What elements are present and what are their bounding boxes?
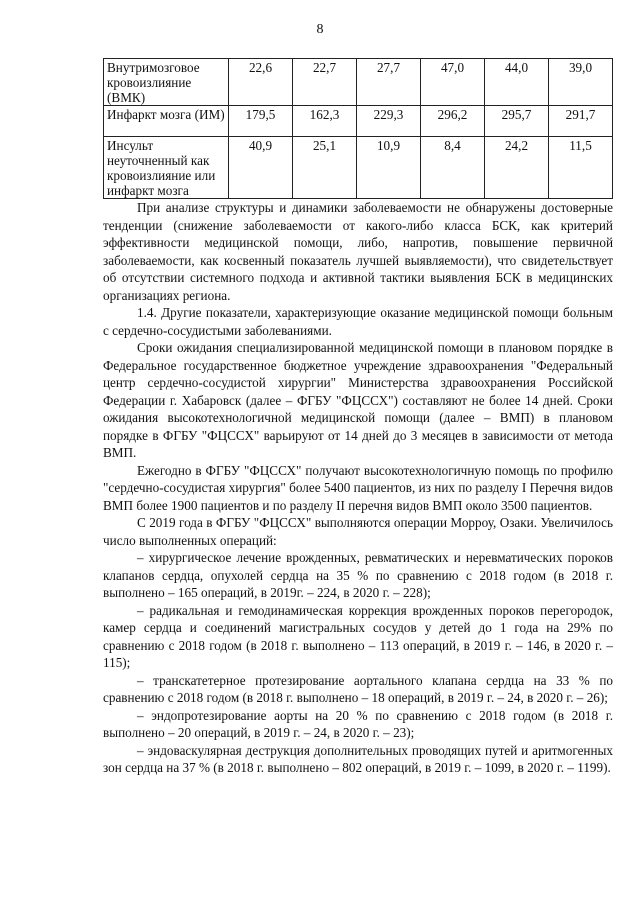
list-item: – хирургическое лечение врожденных, ревматических и неревматических пороков клапанов сердца, опухолей сердца на 35 % по сравнению с 2018 годом (в 2018 г. выполнено – 165 операций, в 2019г. – 224, в 2020 г. – 228); (103, 550, 613, 600)
paragraph: Сроки ожидания специализированной медицинской помощи в плановом порядке в Федеральное государственное бюджетное учреждение здравоохранения "Федеральный центр сердечно-сосудистой хирургии" Министерства здравоохранения Российской Федерации г. Хабаровск (далее – ФГБУ "ФЦССХ") составляют не более 14 дней. Сроки ожидания высокотехнологичной медицинской помощи (далее – ВМП) в плановом порядке в ФГБУ "ФЦССХ" варьируют от 14 дней до 3 месяцев в зависимости от метода ВМП. (103, 340, 613, 460)
body-text (103, 199, 613, 777)
table-cell: 39,0 (549, 59, 613, 106)
table-row (104, 106, 613, 137)
table-cell: 40,9 (229, 137, 293, 199)
row-label: Инфаркт мозга (ИМ) (104, 106, 229, 137)
list-item: – радикальная и гемодинамическая коррекция врожденных пороков перегородок, камер сердца и соединений магистральных сосудов у детей до 1 года на 29% по сравнению с 2018 годом (в 2018 г. выполнено – 113 операций, в 2019 г. – 146, в 2020 г. – 115); (103, 602, 613, 670)
table-cell: 8,4 (421, 137, 485, 199)
paragraph: С 2019 года в ФГБУ "ФЦССХ" выполняются операции Морроу, Озаки. Увеличилось число выполненных операций: (103, 515, 613, 548)
table-cell: 25,1 (293, 137, 357, 199)
list-item: – эндопротезирование аорты на 20 % по сравнению с 2018 годом (в 2018 г. выполнено – 20 операций, в 2019 г. – 24, в 2020 г. – 23); (103, 707, 613, 740)
table-cell: 22,7 (293, 59, 357, 106)
table-cell: 44,0 (485, 59, 549, 106)
list-item: – эндоваскулярная деструкция дополнительных проводящих путей и аритмогенных зон сердца на 37 % (в 2018 г. выполнено – 802 операций, в 2019 г. – 1099, в 2020 г. – 1199). (103, 742, 613, 775)
table-cell: 27,7 (357, 59, 421, 106)
table-row (104, 59, 613, 106)
table-row (104, 137, 613, 199)
table-cell: 295,7 (485, 106, 549, 137)
list-item: – транскатетерное протезирование аортального клапана сердца на 33 % по сравнению с 2018 годом (в 2018 г. выполнено – 18 операций, в 2019 г. – 24, в 2020 г. – 26); (103, 672, 613, 705)
table-cell: 10,9 (357, 137, 421, 199)
table-cell: 179,5 (229, 106, 293, 137)
table-cell: 47,0 (421, 59, 485, 106)
table-cell: 162,3 (293, 106, 357, 137)
row-label: Внутримозговое кровоизлияние (ВМК) (104, 59, 229, 106)
incidence-table (103, 58, 613, 199)
table-cell: 11,5 (549, 137, 613, 199)
table-cell: 296,2 (421, 106, 485, 137)
table-cell: 24,2 (485, 137, 549, 199)
table-cell: 291,7 (549, 106, 613, 137)
table-cell: 22,6 (229, 59, 293, 106)
section-heading: 1.4. Другие показатели, характеризующие оказание медицинской помощи больным с сердечно-сосудистыми заболеваниями. (103, 305, 613, 338)
row-label: Инсульт неуточненный как кровоизлияние или инфаркт мозга (104, 137, 229, 199)
page-number: 8 (316, 22, 324, 37)
table-cell: 229,3 (357, 106, 421, 137)
paragraph: При анализе структуры и динамики заболеваемости не обнаружены достоверные тенденции (снижение заболеваемости от какого-либо класса БСК, как критерий эффективности медицинской помощи, либо, напротив, повышение первичной заболеваемости, как косвенный показатель лучшей выявляемости), что свидетельствует об отсутствии системного подхода и активной тактики выявления БСК в медицинских организациях региона. (103, 200, 613, 303)
paragraph: Ежегодно в ФГБУ "ФЦССХ" получают высокотехнологичную помощь по профилю "сердечно-сосудистая хирургия" более 5400 пациентов, из них по разделу I Перечня видов ВМП более 1900 пациентов и по разделу II перечня видов ВМП около 3500 пациентов. (103, 462, 613, 513)
